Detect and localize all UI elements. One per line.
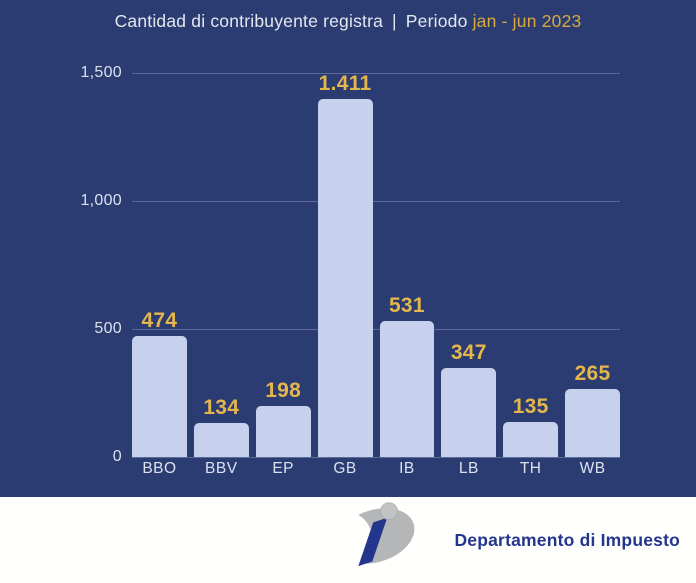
bar-group [132,73,187,457]
bar-group [194,73,249,457]
bar-value-label: 135 [512,395,549,419]
x-tick-label: WB [579,460,606,477]
bar-ep [256,406,311,457]
y-axis-labels [0,64,122,465]
x-tick-label: EP [272,460,295,477]
bar-group [318,73,373,457]
bar-gb [318,99,373,457]
x-tick-label: LB [458,460,479,477]
bar-wb [565,389,620,457]
bar-value-label: 265 [574,362,611,386]
chart-title-period-value: jan - jun 2023 [472,11,582,31]
x-axis-labels [132,460,620,478]
bar-group [380,73,435,457]
chart-title-separator: | [392,11,397,31]
org-name: Departamento di Impuesto [454,529,680,550]
x-tick-label: IB [399,460,415,477]
bar-value-label: 134 [203,395,240,419]
bar-value-label: 1.411 [318,72,372,95]
plot-area [132,73,620,457]
bar-value-label: 198 [265,379,302,403]
bar-group [256,73,311,457]
chart-title-main: Cantidad di contribuyente registra [114,11,384,31]
bar-value-label: 347 [450,341,487,365]
y-tick-label: 1,000 [80,192,122,209]
gridline [132,457,620,458]
bar-th [503,422,558,457]
bar-lb [441,368,496,457]
bars-row [132,73,620,457]
x-tick-label: BBV [205,460,238,477]
bar-bbv [194,423,249,457]
departamento-di-impuesto-logo-icon [334,500,446,582]
y-tick-label: 1,500 [80,64,122,81]
x-tick-label: TH [519,460,542,477]
bar-bbo [132,336,187,457]
y-tick-label: 0 [112,448,122,465]
bar-group [503,73,558,457]
chart-title-period-label: Periodo [405,11,468,31]
chart-title [0,11,696,32]
bar-ib [380,321,435,457]
logo-i-dot [381,503,398,520]
y-tick-label: 500 [94,320,122,337]
bar-group [441,73,496,457]
bar-value-label: 531 [388,294,425,318]
bar-group [565,73,620,457]
x-tick-label: GB [333,460,357,477]
bar-value-label: 474 [141,308,178,332]
footer [0,497,696,583]
x-tick-label: BBO [142,460,177,477]
